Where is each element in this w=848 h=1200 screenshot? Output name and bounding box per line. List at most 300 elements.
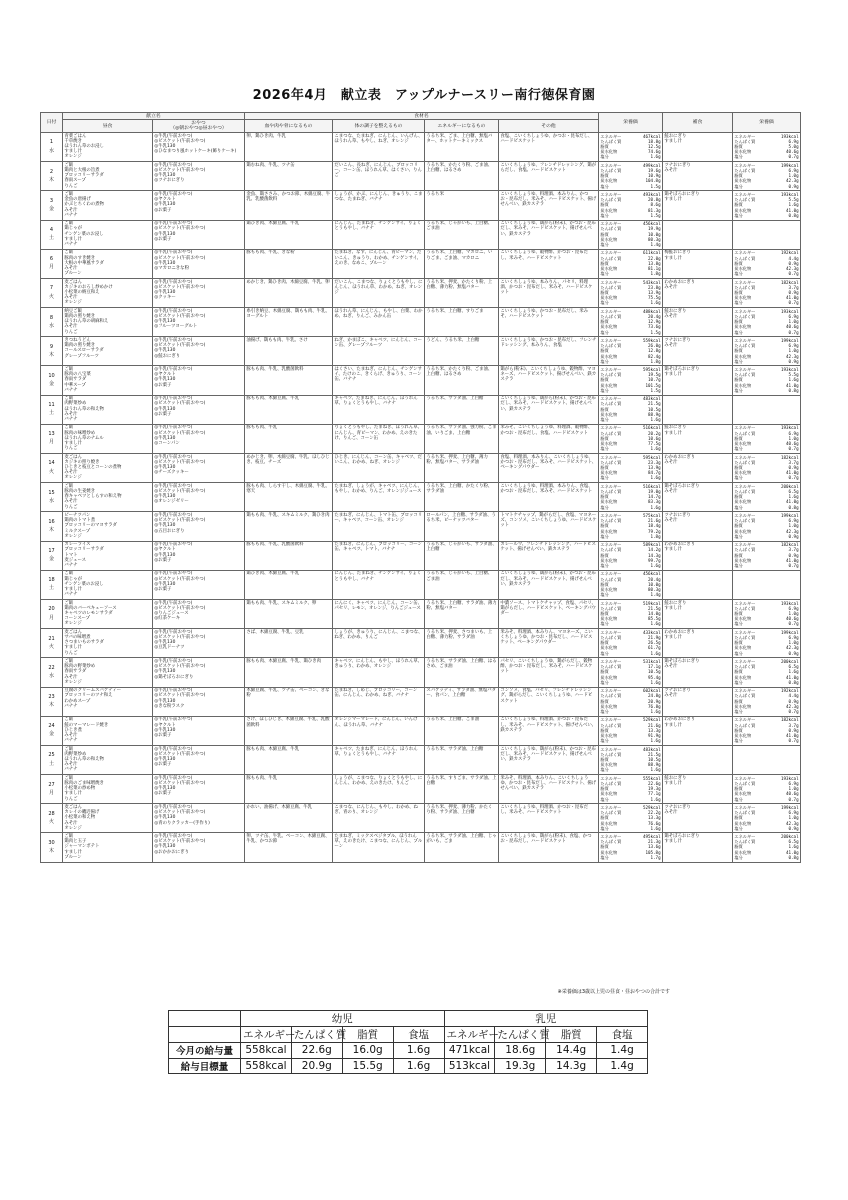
nutrition-value: 14.2g	[648, 547, 661, 553]
nutrition-label: たんぱく質	[600, 401, 622, 407]
other-ingredients-cell: 鶏がら(粉末)、こいくちしょうゆ、穀物酢、マヨネーズ、ハードビスケット、揚げせんべい、鉄カステラ	[499, 366, 599, 395]
nutrition-label: エネルギー	[734, 250, 756, 256]
nutrition-label: たんぱく質	[734, 372, 756, 378]
nutrition-value: 1.6g	[650, 796, 661, 802]
energy-ingredients-cell: うるち米、上白糖、ごま油	[425, 716, 499, 745]
nutrition-value: 41.0g	[786, 557, 799, 563]
nutrition-value: 21.6g	[648, 722, 661, 728]
nutrition-label: 脂質	[600, 815, 609, 821]
nutrition-child-cell	[599, 629, 663, 658]
nutrition-label: たんぱく質	[600, 576, 622, 582]
body-ingredients-cell: オレンジマーマレード、にんじん、いんげん、ほうれん草、バナナ	[333, 716, 425, 745]
nutrition-value: 3.7g	[788, 459, 799, 465]
nutrition-label: 炭水化物	[600, 236, 618, 242]
nutrition-value: 42.3g	[786, 820, 799, 826]
nutrition-value: 1.5g	[650, 212, 661, 218]
energy-ingredients-cell: うるち米、じゃがいも、上白糖、ごま油	[425, 570, 499, 599]
nutrition-value: 192kcal	[780, 688, 799, 694]
menu-row	[41, 162, 801, 191]
nutrition-label: たんぱく質	[734, 518, 756, 524]
nutrition-value: 0.7g	[788, 154, 799, 160]
date-number: 3	[49, 197, 54, 204]
nutrition-label: 脂質	[734, 173, 743, 179]
body-ingredients-cell: たまねぎ、なす、にんじん、青ピーマン、だいこん、きゅうり、わかめ、チンゲンサイ、えのき、なめこ、プルーン	[333, 249, 425, 278]
nutrition-line	[600, 563, 660, 568]
other-ingredients-cell: こいくちしょうゆ、鶏がら(粉末)、かつお・昆布だし、米みそ、ハードビスケット、揚げせんべい、鉄カステラ	[499, 220, 599, 249]
date-number: 6	[49, 256, 54, 263]
header-nutrition-child: 栄養価	[599, 113, 663, 133]
nutrition-value: 10.5g	[648, 406, 661, 412]
date-cell	[41, 804, 63, 833]
nutrition-label: エネルギー	[600, 221, 622, 227]
nutrition-value: 41.0g	[786, 732, 799, 738]
nutrition-label: エネルギー	[600, 337, 622, 343]
nutrition-value: 193kcal	[780, 133, 799, 139]
nutrition-line	[734, 271, 798, 276]
nutrition-value: 13.6g	[648, 844, 661, 850]
nutrition-infant-cell	[733, 629, 801, 658]
date-cell	[41, 658, 63, 687]
blood-ingredients-cell: 豚もも肉、木綿豆腐、牛乳	[245, 395, 333, 424]
date-number: 16	[48, 518, 55, 525]
nutrition-value: 22.0g	[648, 255, 661, 261]
nutrition-value: 1.6g	[650, 300, 661, 306]
nutrition-value: 193kcal	[780, 308, 799, 314]
nutrition-value: 18.8g	[648, 138, 661, 144]
nutrition-value: 193kcal	[780, 367, 799, 373]
nutrition-label: エネルギー	[600, 513, 622, 519]
nutrition-value: 5.0g	[788, 143, 799, 149]
day-of-week: 木	[48, 848, 54, 855]
nutrition-infant-cell	[733, 745, 801, 774]
nutrition-value: 611kcal	[642, 250, 661, 256]
summary-cell: 16.0g	[342, 1043, 393, 1059]
nutrition-label: 炭水化物	[600, 441, 618, 447]
nutrition-value: 1.6g	[650, 708, 661, 714]
blood-ingredients-cell: 豚もも肉、牛乳	[245, 775, 333, 804]
nutrition-value: 18.4g	[648, 523, 661, 529]
snack-cell: ◎牛乳(午前おやつ) ◎ビスケット(午前おやつ) ◎牛乳130 ◎鮭おにぎり	[153, 337, 245, 366]
nutrition-label: たんぱく質	[600, 780, 622, 786]
nutrition-value: 5.5g	[788, 197, 799, 203]
date-cell	[41, 424, 63, 453]
header-nutrition-infant: 栄養価	[733, 113, 801, 133]
nutrition-line	[734, 651, 798, 656]
supper-cell: ツナおにぎり みそ汁	[663, 804, 733, 833]
day-of-week: 月	[48, 264, 54, 271]
nutrition-label: 塩分	[600, 387, 609, 393]
day-of-week: 水	[48, 147, 54, 154]
supper-cell	[663, 745, 733, 774]
nutrition-infant-cell	[733, 132, 801, 161]
nutrition-label: 炭水化物	[600, 353, 618, 359]
nutrition-label: 脂質	[734, 319, 743, 325]
nutrition-label: たんぱく質	[734, 138, 756, 144]
nutrition-line	[600, 680, 660, 685]
nutrition-label: たんぱく質	[734, 313, 756, 319]
date-number: 23	[48, 693, 55, 700]
nutrition-value: 193kcal	[780, 600, 799, 606]
nutrition-value: 6.9g	[788, 343, 799, 349]
header-energy: エネルギーになるもの	[425, 120, 499, 133]
nutrition-child-cell	[599, 512, 663, 541]
nutrition-value: 1.0g	[788, 786, 799, 792]
day-of-week: 水	[48, 322, 54, 329]
nutrition-label: エネルギー	[734, 775, 756, 781]
nutrition-label: エネルギー	[600, 775, 622, 781]
body-ingredients-cell: りょくとうもやし、たまねぎ、ほうれん草、にんじん、青ピーマン、わかめ、えのきたけ、りんご、コーン缶	[333, 424, 425, 453]
nutrition-value: 1.6g	[650, 446, 661, 452]
other-ingredients-cell: こいくちしょうゆ、鶏がら(粉末)、かつお・昆布だし、米みそ、ハードビスケット、揚げせんべい、鉄カステラ	[499, 395, 599, 424]
nutrition-line	[734, 826, 798, 831]
nutrition-value: 6.9g	[788, 605, 799, 611]
date-cell	[41, 395, 63, 424]
lunch-cell: ご飯 肉野菜炒め ほうれん草の和え物 みそ汁 バナナ	[63, 745, 153, 774]
lunch-cell: ご飯 鮭のマーマレード焼き ひじき煮 みそ汁 バナナ	[63, 716, 153, 745]
nutrition-label: たんぱく質	[600, 138, 622, 144]
nutrition-label: 脂質	[600, 523, 609, 529]
day-of-week: 木	[48, 176, 54, 183]
nutrition-value: 192kcal	[780, 250, 799, 256]
nutrition-label: 脂質	[600, 202, 609, 208]
blood-ingredients-cell: 木綿豆腐、牛乳、ツナ缶、ベーコン、きな粉	[245, 687, 333, 716]
nutrition-label: 塩分	[600, 154, 609, 160]
nutrition-label: たんぱく質	[600, 839, 622, 845]
nutrition-label: 炭水化物	[734, 791, 752, 797]
nutrition-child-cell	[599, 541, 663, 570]
date-number: 7	[49, 285, 54, 292]
day-of-week: 土	[48, 585, 54, 592]
supper-cell	[663, 395, 733, 424]
blood-ingredients-cell: 糸引き納豆、木綿豆腐、鶏もも肉、牛乳、ヨーグルト	[245, 308, 333, 337]
nutrition-label: 塩分	[600, 708, 609, 714]
nutrition-label: 脂質	[734, 143, 743, 149]
nutrition-value: 22.2g	[648, 810, 661, 816]
summary-cell: 1.6g	[393, 1058, 444, 1074]
nutrition-label: 脂質	[734, 202, 743, 208]
body-ingredients-cell: キャベツ、たまねぎ、にんじん、ほうれん草、りょくとうもやし、バナナ	[333, 745, 425, 774]
snack-cell: ◎牛乳(午前おやつ) ◎ビスケット(午前おやつ) ◎牛乳130 ◎青のりクラッカー(手作り)	[153, 804, 245, 833]
nutrition-value: 1.0g	[788, 319, 799, 325]
nutrition-value: 1.0g	[788, 815, 799, 821]
nutrition-value: 0.7g	[788, 446, 799, 452]
nutrition-label: 塩分	[734, 358, 743, 364]
energy-ingredients-cell: うるち米、かたくり粉、ごま油、上白糖、はるさめ	[425, 162, 499, 191]
nutrition-label: 脂質	[600, 494, 609, 500]
nutrition-value: 1.8g	[650, 358, 661, 364]
energy-ingredients-cell: うるち米、かたくり粉、ごま油、上白糖、はるさめ	[425, 366, 499, 395]
nutrition-value: 20.2g	[648, 430, 661, 436]
nutrition-label: エネルギー	[600, 688, 622, 694]
nutrition-label: エネルギー	[734, 308, 756, 314]
date-number: 10	[48, 372, 55, 379]
nutrition-label: 塩分	[734, 212, 743, 218]
energy-ingredients-cell: スパゲッティ、サラダ油、無塩バター、食パン、上白糖	[425, 687, 499, 716]
nutrition-label: 塩分	[600, 738, 609, 744]
nutrition-label: 脂質	[734, 348, 743, 354]
menu-row	[41, 541, 801, 570]
nutrition-label: 脂質	[734, 523, 743, 529]
nutrition-value: 19.9g	[648, 226, 661, 232]
blood-ingredients-cell: 鶏もも肉、牛乳、スキムミルク、卵	[245, 599, 333, 628]
nutrition-value: 79.2g	[648, 528, 661, 534]
snack-cell: ◎牛乳(午前おやつ) ◎ビスケット(午前おやつ) ◎りんごジュース ◎紅茶ケーキ	[153, 599, 245, 628]
nutrition-value: 1.0g	[788, 523, 799, 529]
nutrition-label: 炭水化物	[600, 411, 618, 417]
nutrition-label: 脂質	[734, 377, 743, 383]
nutrition-value: 199kcal	[780, 513, 799, 519]
blood-ingredients-cell: 豚もも肉、牛乳	[245, 424, 333, 453]
nutrition-value: 0.7g	[788, 796, 799, 802]
nutrition-value: 3.7g	[788, 722, 799, 728]
header-date: 日付	[41, 113, 63, 133]
blood-ingredients-cell: 卵、ツナ缶、牛乳、ベーコン、木綿豆腐、牛乳、かつお節	[245, 833, 333, 862]
summary-cell: 14.4g	[546, 1043, 597, 1059]
snack-cell: ◎牛乳(午前おやつ) ◎ビスケット(午前おやつ) ◎牛乳130 ◎お菓子	[153, 570, 245, 599]
snack-cell: ◎牛乳(午前おやつ) ◎ヤクルト ◎牛乳130 ◎お菓子	[153, 191, 245, 220]
blood-ingredients-cell: めかじき、卵、木綿豆腐、牛乳、ほしひじき、枝豆、チーズ	[245, 454, 333, 483]
nutrition-value: 40.6g	[786, 791, 799, 797]
nutrition-value: 495kcal	[642, 834, 661, 840]
supper-cell: わかめおにぎり すまし汁	[663, 541, 733, 570]
nutrition-label: たんぱく質	[600, 547, 622, 553]
nutrition-label: たんぱく質	[734, 284, 756, 290]
nutrition-label: エネルギー	[600, 279, 622, 285]
nutrition-value: 10.5g	[648, 756, 661, 762]
nutrition-label: 脂質	[600, 640, 609, 646]
nutrition-label: エネルギー	[734, 600, 756, 606]
nutrition-value: 0.9g	[788, 825, 799, 831]
nutrition-child-cell	[599, 337, 663, 366]
nutrition-value: 1.6g	[650, 504, 661, 510]
nutrition-label: 塩分	[734, 563, 743, 569]
nutrition-value: 101.5g	[645, 382, 661, 388]
nutrition-label: 炭水化物	[734, 849, 752, 855]
day-of-week: 月	[48, 614, 54, 621]
blood-ingredients-cell: 鶏むね肉、牛乳、ツナ缶	[245, 162, 333, 191]
nutrition-value: 20.4g	[648, 313, 661, 319]
summary-cell: 20.9g	[291, 1058, 342, 1074]
nutrition-label: たんぱく質	[600, 255, 622, 261]
nutrition-value: 6.9g	[788, 138, 799, 144]
nutrition-label: 脂質	[734, 786, 743, 792]
nutrition-label: 塩分	[734, 533, 743, 539]
energy-ingredients-cell: ロールパン、上白糖、サラダ油、うるち米、ピーナッツバター	[425, 512, 499, 541]
date-cell	[41, 483, 63, 512]
nutrition-label: たんぱく質	[600, 284, 622, 290]
nutrition-label: 脂質	[600, 377, 609, 383]
nutrition-value: 0.7g	[788, 708, 799, 714]
nutrition-value: 13.9g	[648, 289, 661, 295]
lunch-cell: ご飯 豚肉の生姜焼き 春キャベツとしらすの和え物 みそ汁 りんご	[63, 483, 153, 512]
nutrition-value: 19.3g	[648, 786, 661, 792]
summary-col-head: エネルギー	[444, 1027, 495, 1043]
nutrition-value: 1.8g	[650, 533, 661, 539]
nutrition-value: 6.9g	[788, 167, 799, 173]
date-cell	[41, 745, 63, 774]
nutrition-child-cell	[599, 366, 663, 395]
nutrition-value: 80.3g	[648, 587, 661, 592]
other-ingredients-cell: こいくちしょうゆ、かつお・昆布だし、米みそ、ハードビスケット	[499, 308, 599, 337]
date-number: 14	[48, 460, 55, 467]
nutrition-label: 脂質	[734, 698, 743, 704]
body-ingredients-cell: ほうれん草、にんじん、もやし、白菜、わかめ、ねぎ、りんご、みかん缶	[333, 308, 425, 337]
nutrition-label: 炭水化物	[600, 178, 618, 184]
nutrition-label: エネルギー	[734, 804, 756, 810]
nutrition-value: 21.5g	[648, 751, 661, 757]
date-number: 11	[48, 402, 55, 409]
summary-cell: 22.6g	[291, 1043, 342, 1059]
nutrition-label: 脂質	[600, 465, 609, 471]
nutrition-value: 13.9g	[648, 465, 661, 471]
nutrition-label: 塩分	[600, 212, 609, 218]
header-lunch: 昼食	[63, 120, 153, 133]
nutrition-value: 433kcal	[642, 629, 661, 635]
nutrition-label: たんぱく質	[734, 547, 756, 553]
nutrition-value: 41.0g	[786, 295, 799, 301]
nutrition-child-cell	[599, 395, 663, 424]
nutrition-label: エネルギー	[734, 834, 756, 840]
nutrition-label: たんぱく質	[600, 664, 622, 670]
nutrition-value: 41.0g	[786, 849, 799, 855]
nutrition-label: 塩分	[600, 679, 609, 685]
nutrition-value: 40.6g	[786, 616, 799, 622]
nutrition-value: 88.9g	[648, 411, 661, 417]
nutrition-label: 塩分	[600, 417, 609, 423]
nutrition-label: 炭水化物	[600, 762, 618, 768]
other-ingredients-cell: こいくちしょうゆ、鶏がら(粉末)、かつお・昆布だし、米みそ、ハードビスケット、揚げせんべい、鉄カステラ	[499, 570, 599, 599]
other-ingredients-cell: トマトケチャップ、鶏がらだし、食塩、マヨネーズ、コンソメ、こいくちしょうゆ、ハードビスケット	[499, 512, 599, 541]
nutrition-label: 脂質	[600, 756, 609, 762]
summary-cell: 1.6g	[393, 1043, 444, 1059]
blood-ingredients-cell: めかじき、鶏ひき肉、木綿豆腐、牛乳、卵	[245, 278, 333, 307]
nutrition-value: 483kcal	[642, 746, 661, 752]
nutrition-value: 20.4g	[648, 576, 661, 582]
nutrition-value: 91.9g	[648, 732, 661, 738]
snack-cell: ◎牛乳(午前おやつ) ◎ビスケット(午前おやつ) ◎牛乳130 ◎五目おにぎり	[153, 512, 245, 541]
nutrition-value: 42.3g	[786, 353, 799, 359]
nutrition-line	[734, 359, 798, 364]
nutrition-label: 炭水化物	[600, 703, 618, 709]
supper-cell: 鮭おにぎり すまし汁	[663, 132, 733, 161]
nutrition-label: エネルギー	[600, 483, 622, 489]
nutrition-label: 炭水化物	[600, 820, 618, 826]
nutrition-label: 脂質	[600, 348, 609, 354]
supper-cell: わかめおにぎり すまし汁	[663, 716, 733, 745]
nutrition-line	[600, 738, 660, 743]
snack-cell: ◎牛乳(午前おやつ) ◎ビスケット(午前おやつ) ◎牛乳130 ◎マカロニきな粉	[153, 249, 245, 278]
nutrition-infant-cell	[733, 191, 801, 220]
nutrition-child-cell	[599, 570, 663, 599]
nutrition-child-cell	[599, 658, 663, 687]
nutrition-value: 0.9g	[788, 650, 799, 656]
nutrition-value: 0.7g	[788, 300, 799, 306]
nutrition-label: 塩分	[600, 446, 609, 452]
nutrition-value: 1.5g	[650, 183, 661, 189]
supper-cell: 鮭おにぎり すまし汁	[663, 424, 733, 453]
nutrition-label: エネルギー	[734, 191, 756, 197]
nutrition-label: 塩分	[600, 825, 609, 831]
date-cell	[41, 366, 63, 395]
nutrition-label: 炭水化物	[734, 703, 752, 709]
nutrition-value: 555kcal	[642, 775, 661, 781]
nutrition-label: 炭水化物	[734, 557, 752, 563]
day-of-week: 土	[48, 760, 54, 767]
nutrition-label: 塩分	[734, 329, 743, 335]
nutrition-value: 0.8g	[788, 212, 799, 218]
snack-cell: ◎牛乳(午前おやつ) ◎ビスケット(午前おやつ) ◎牛乳130 ◎お菓子	[153, 775, 245, 804]
nutrition-value: 199kcal	[780, 804, 799, 810]
nutrition-line	[600, 709, 660, 714]
nutrition-label: たんぱく質	[734, 810, 756, 816]
supper-cell: ツナおにぎり みそ汁	[663, 337, 733, 366]
menu-row	[41, 424, 801, 453]
nutrition-value: 0.7g	[788, 738, 799, 744]
date-cell	[41, 541, 63, 570]
other-ingredients-cell: 食塩、こいくちしょうゆ、かつお・昆布だし、ハードビスケット	[499, 132, 599, 161]
nutrition-label: エネルギー	[600, 308, 622, 314]
nutrition-child-cell	[599, 483, 663, 512]
nutrition-value: 1.0g	[788, 640, 799, 646]
nutrition-child-cell	[599, 424, 663, 453]
menu-row	[41, 658, 801, 687]
nutrition-value: 12.5g	[648, 143, 661, 149]
nutrition-label: 塩分	[734, 183, 743, 189]
nutrition-label: 塩分	[600, 329, 609, 335]
nutrition-line	[600, 505, 660, 510]
nutrition-value: 24.8g	[648, 693, 661, 699]
day-of-week: 月	[48, 789, 54, 796]
supper-cell: 梅鮭おにぎり すまし汁	[663, 249, 733, 278]
nutrition-label: 炭水化物	[600, 849, 618, 855]
body-ingredients-cell: こまつな、たまねぎ、にんじん、いんげん、ほうれん草、もやし、ねぎ、オレンジ	[333, 132, 425, 161]
date-cell	[41, 687, 63, 716]
nutrition-label: 塩分	[600, 650, 609, 656]
lunch-cell: ご飯 豚肉の野菜炒め 春雨サラダ みそ汁 オレンジ	[63, 658, 153, 687]
nutrition-value: 3.7g	[788, 547, 799, 553]
nutrition-line	[734, 505, 798, 510]
snack-cell: ◎牛乳(午前おやつ) ◎ヤクルト ◎牛乳130 ◎お菓子	[153, 716, 245, 745]
footnote: ※栄養価は3歳以上児の昼食・昼おやつの合計です	[557, 989, 670, 995]
nutrition-value: 488kcal	[642, 308, 661, 314]
nutrition-label: 炭水化物	[734, 207, 752, 213]
nutrition-label: たんぱく質	[600, 167, 622, 173]
nutrition-label: 炭水化物	[734, 178, 752, 184]
day-of-week: 木	[48, 527, 54, 534]
nutrition-label: 塩分	[734, 679, 743, 685]
nutrition-value: 1.6g	[650, 475, 661, 481]
date-cell	[41, 454, 63, 483]
nutrition-label: たんぱく質	[734, 489, 756, 495]
date-cell	[41, 220, 63, 249]
nutrition-label: 塩分	[734, 271, 743, 277]
menu-row	[41, 337, 801, 366]
nutrition-value: 1.5g	[650, 329, 661, 335]
nutrition-value: 193kcal	[780, 775, 799, 781]
energy-ingredients-cell: うるち米、押麦、薄力粉、かたくり粉、サラダ油、上白糖	[425, 804, 499, 833]
nutrition-value: 19.0g	[648, 489, 661, 495]
snack-cell: ◎牛乳(午前おやつ) ◎ビスケット(午前おやつ) ◎牛乳130 ◎きな粉ラスク	[153, 687, 245, 716]
other-ingredients-cell: こいくちしょうゆ、鶏がら(粉末)、食塩、かつお・昆布だし、ハードビスケット	[499, 833, 599, 862]
nutrition-label: 塩分	[600, 533, 609, 539]
nutrition-value: 85.5g	[648, 616, 661, 622]
summary-col-head: たんぱく質	[291, 1027, 342, 1043]
nutrition-value: 0.9g	[788, 183, 799, 189]
nutrition-value: 95.4g	[648, 674, 661, 680]
nutrition-line	[734, 680, 798, 685]
body-ingredients-cell: キャベツ、にんじん、もやし、ほうれん草、きゅうり、わかめ、オレンジ	[333, 658, 425, 687]
nutrition-value: 14.7g	[648, 494, 661, 500]
